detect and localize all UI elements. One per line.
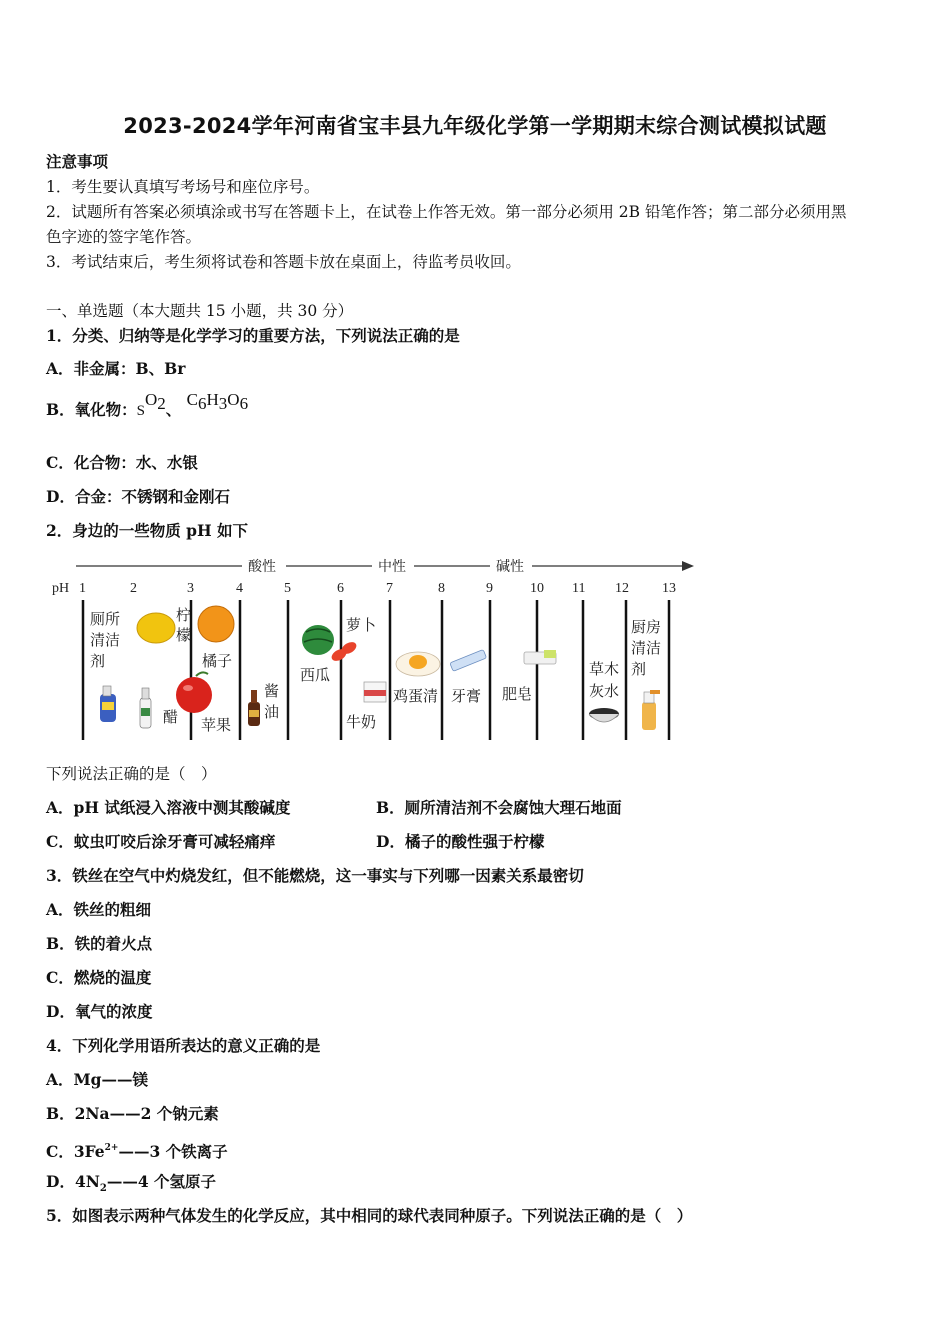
q5-stem: 5．如图表示两种气体发生的化学反应，其中相同的球代表同种原子。下列说法正确的是（ ） [46,1206,693,1225]
plant-ash-bowl-icon [589,708,619,722]
notice-item-2: 2．试题所有答案必须填涂或书写在答题卡上，在试卷上作答无效。第一部分必须用 2B 铅笔作答；第二部分必须用黑 [46,203,847,221]
notice-item-3: 3．考试结束后，考生须将试卷和答题卡放在桌面上，待监考员收回。 [46,253,521,271]
q1-stem: 1．分类、归纳等是化学学习的重要方法，下列说法正确的是 [46,326,460,345]
formula-o: O [144,390,158,409]
q1-option-d: D．合金：不锈钢和金刚石 [46,487,230,506]
q2-option-a: A．pH 试纸浸入溶液中测其酸碱度 [46,798,291,817]
substance-label-12: 肥皂 [502,685,533,703]
region-base: 碱性 [496,559,524,575]
formula-s: S [136,403,145,419]
lemon-icon [137,613,175,643]
kitchen-cleaner-icon [642,690,660,730]
formula-h-sub: 3 [218,394,228,413]
watermelon-icon [302,625,334,655]
tick-1: 1 [79,581,86,596]
q1-option-b [46,390,249,424]
egg-white-icon [396,652,440,676]
substance-label-4: 醋 [163,708,179,726]
q2-option-b: B．厕所清洁剂不会腐蚀大理石地面 [376,798,622,817]
substance-label-1: 厕所清洁剂 [90,610,121,670]
milk-carton-icon [364,682,386,702]
q3-stem: 3．铁丝在空气中灼烧发红，但不能燃烧，这一事实与下列哪一因素关系最密切 [46,866,584,885]
substance-label-14: 厨房清洁剂 [631,618,662,678]
substance-label-13: 草木灰水 [589,660,620,700]
ph-chart [46,552,706,744]
q2-stem: 2．身边的一些物质 pH 如下 [46,521,249,540]
q4-option-d-sub: 2 [99,1183,107,1194]
region-acid: 酸性 [248,559,276,575]
substance-label-2: 柠檬 [176,606,192,644]
q4-option-d-pre: D．4N [46,1172,100,1191]
ph-axis-label: pH [52,581,70,596]
q4-option-c-post: ——3 个铁离子 [118,1142,228,1161]
substance-label-7: 西瓜 [300,666,331,684]
q3-option-c: C．燃烧的温度 [46,968,152,987]
section-heading: 一、单选题（本大题共 15 小题，共 30 分） [46,302,354,320]
tick-2: 2 [130,581,137,596]
q2-prompt: 下列说法正确的是（ ） [46,765,217,783]
soap-icon [524,650,556,664]
tick-9: 9 [486,581,493,596]
formula-c: C [186,390,198,409]
q1-option-a: A．非金属：B、Br [46,359,186,378]
vinegar-bottle-icon [140,688,151,728]
formula-c-sub: 6 [198,394,207,413]
tick-12: 12 [615,581,629,596]
q4-stem: 4．下列化学用语所表达的意义正确的是 [46,1036,321,1055]
soy-sauce-icon [248,690,260,726]
toothpaste-icon [450,650,487,672]
substance-label-6: 酱油 [264,682,280,721]
q1-option-b-prefix: B．氧化物： [46,400,137,419]
substance-label-5: 苹果 [201,716,232,734]
q1-option-c: C．化合物：水、水银 [46,453,198,472]
formula-o2-sub: 6 [239,394,249,413]
formula-o2: O [227,390,240,409]
formula-separator: 、 [165,400,182,419]
notice-item-1: 1．考生要认真填写考场号和座位序号。 [46,178,320,196]
substance-label-3: 橘子 [202,652,233,670]
q4-option-c [46,1138,228,1162]
q4-option-b: B．2Na——2 个钠元素 [46,1104,219,1123]
tick-6: 6 [337,581,344,596]
tick-3: 3 [187,581,194,596]
tick-7: 7 [386,581,393,596]
q3-option-b: B．铁的着火点 [46,934,153,953]
radish-icon [330,640,359,664]
orange-icon [198,606,234,642]
apple-icon [176,672,212,713]
substance-label-9: 牛奶 [346,713,377,731]
q3-option-d: D．氧气的浓度 [46,1002,153,1021]
substance-label-10: 鸡蛋清 [393,687,439,705]
notice-heading: 注意事项 [46,152,109,171]
tick-11: 11 [572,581,586,596]
tick-8: 8 [438,581,445,596]
q4-option-d-post: ——4 个氢原子 [106,1172,217,1191]
q4-option-c-pre: C．3Fe [46,1142,105,1161]
formula-o-sub: 2 [157,394,166,413]
q4-option-c-charge: 2+ [104,1143,119,1153]
tick-5: 5 [284,581,291,596]
tick-13: 13 [662,581,676,596]
q2-option-d: D．橘子的酸性强于柠檬 [376,832,545,851]
page-title: 2023-2024学年河南省宝丰县九年级化学第一学期期末综合测试模拟试题 [123,114,827,138]
substance-label-11: 牙膏 [451,687,482,705]
q2-option-c: C．蚊虫叮咬后涂牙膏可减轻痛痒 [46,832,276,851]
ph-ticks [79,581,676,596]
toilet-cleaner-icon [100,686,116,722]
q3-option-a: A．铁丝的粗细 [46,900,152,919]
q4-option-a: A．Mg——镁 [46,1070,149,1089]
region-neutral: 中性 [378,559,406,575]
tick-10: 10 [530,581,544,596]
ph-axis-arrow [682,561,694,571]
formula-h: H [206,390,219,409]
notice-item-2-cont: 色字迹的签字笔作答。 [46,228,202,246]
tick-4: 4 [236,581,243,596]
substance-label-8: 萝卜 [346,616,377,634]
q4-option-d [46,1172,216,1199]
